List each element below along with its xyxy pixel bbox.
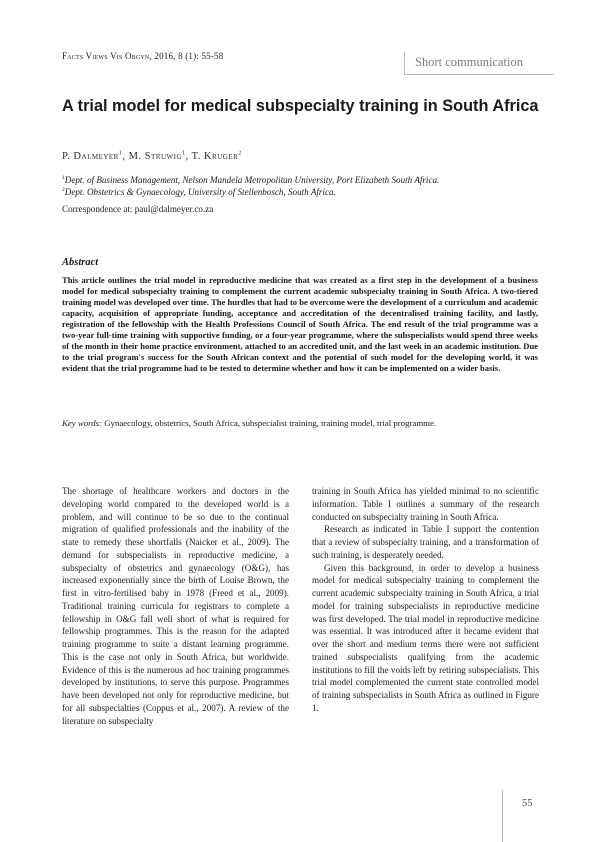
- author-list: P. Dalmeyer$^1$, M. Struwig$^1$, T. Kruger$^2$: [62, 150, 242, 162]
- article-title: A trial model for medical subspecialty training in South Africa: [62, 97, 539, 115]
- footer-rule: [502, 790, 503, 842]
- affiliation-mark: 1: [62, 174, 65, 181]
- page-number: 55: [522, 798, 533, 809]
- affiliation-text: Dept. Obstetrics & Gynaecology, University of Stellenbosch, South Africa.: [64, 187, 336, 197]
- journal-citation: [62, 51, 223, 61]
- body-paragraph: Research as indicated in Table I support the contention that a review of subspecialty training, and a transformation of such training, is desperately needed.: [312, 524, 539, 560]
- keywords: [62, 418, 436, 428]
- author-name: M. Struwig: [128, 151, 183, 162]
- author-affiliation-mark: 1: [118, 150, 123, 157]
- journal-issue: , 2016, 8 (1): 55-58: [149, 51, 224, 61]
- body-paragraph: training in South Africa has yielded minimal to no scientific information. Table I outlines a summary of the research conducted on subspecialty training in South Africa.: [312, 486, 539, 522]
- author-name: T. Kruger: [191, 151, 239, 162]
- section-label: Short communication: [404, 52, 554, 74]
- body-paragraph: The shortage of healthcare workers and doctors in the developing world compared to the developed world is a problem, and will continue to be so due to the continual migration of qualified professionals and the inability of the state to remedy these shortfalls (Naicker et al., 2009). The demand for subspecialists in reproductive medicine, a subspecialty of obstetrics and gynaecology (O&G), has increased exponentially since the birth of Louise Brown, the first in vitro-fertilised baby in 1978 (Freed et al., 2009). Traditional training curricula for registrars to complete a fellowship in O&G fall well short of what is required for fellowship programmes. This is the reason for the adapted training programme to suite a distant learning programme. This is the case not only in South Africa, but worldwide. Evidence of this is the numerous ad hoc training programmes developed by institutions, to serve this purpose. Programmes have been developed not only for reproductive medicine, but for all subspecialties (Coppus et al., 2007). A review of the literature on subspecialty: [62, 486, 289, 726]
- affiliation-text: Dept. of Business Management, Nelson Mandela Metropolitan University, Port Elizabeth South Africa.: [64, 175, 440, 185]
- keywords-text: Gynaecology, obstetrics, South Africa, subspecialist training, training model, trial programme.: [104, 418, 437, 428]
- keywords-label: Key words:: [62, 418, 102, 428]
- header-rule: [404, 74, 554, 75]
- affiliation: [62, 174, 439, 186]
- correspondence: Correspondence at: paul@dalmeyer.co.za: [62, 204, 214, 214]
- abstract-heading: Abstract: [62, 257, 99, 268]
- journal-name: Facts Views Vis Obgyn: [62, 51, 150, 61]
- body-paragraph: Given this background, in order to develop a business model for medical subspecialty training to complement the current academic subspecialty training in South Africa, a trial model for training subspecialists in reproductive medicine was first developed. The trial model in reproductive medicine was essential. It was introduced after it became evident that over the short and medium terms there were not sufficient trained subspecialists qualifying from the academic institutions to fill the voids left by retiring subspecialists. This trial model complemented the current state controlled model of training subspecialists in South Africa as outlined in Figure 1.: [312, 562, 539, 713]
- body-column-right: [312, 485, 539, 715]
- abstract-text: This article outlines the trial model in reproductive medicine that was created as a first step in the development of a business model for medical subspecialty training to complement the current academic subspecialty training in South Africa. A two-tiered training model was developed over time. The hurdles that had to be overcome were the development of a curriculum and academic capacity, acquisition of appropriate funding, acceptance and accreditation of the decentralised training facility, and lastly, registration of the fellowship with the Health Professions Council of South Africa. The end result of the trial programme was a two-year full-time training with supportive funding, or a four-year programme, where the subspecialists would spend three weeks of the month in their home practice environment, attached to an accredited unit, and the last week in an academic institution. Due to the trial program's success for the South African context and the potential of such model for the developing world, it was evident that the trial programme had to be tested to determine whether and how it can be implemented on a wider basis.: [62, 275, 538, 374]
- author-affiliation-mark: 2: [238, 150, 242, 157]
- author-affiliation-mark: 1: [182, 150, 186, 157]
- author-name: P. Dalmeyer: [62, 151, 119, 162]
- body-column-left: [62, 485, 289, 727]
- affiliation: [62, 186, 336, 198]
- affiliation-mark: 2: [62, 186, 65, 193]
